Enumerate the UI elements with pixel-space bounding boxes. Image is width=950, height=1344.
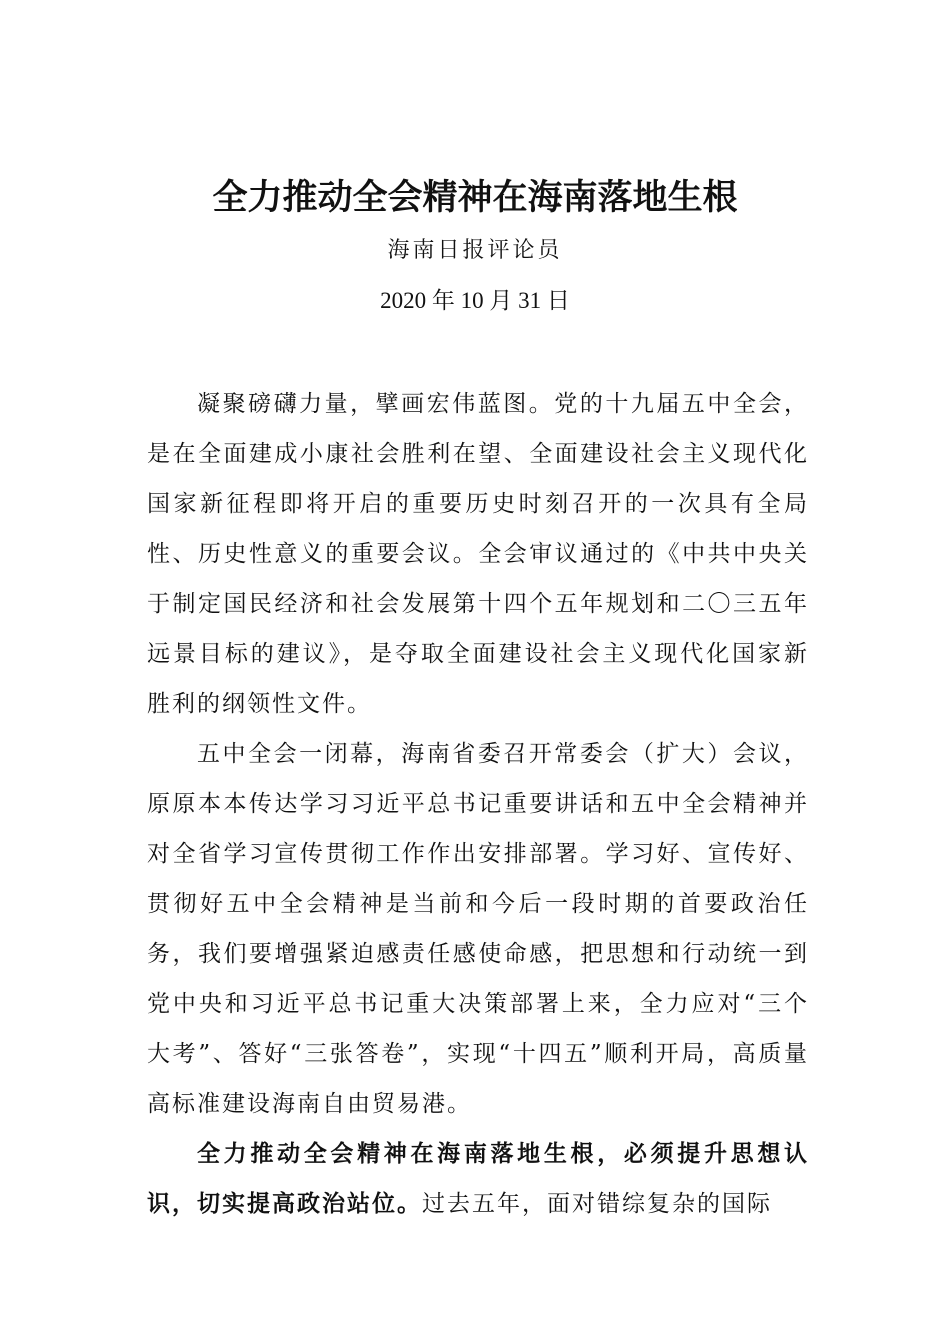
paragraph-2: 五中全会一闭幕，海南省委召开常委会（扩大）会议，原原本本传达学习习近平总书记重要讲话和五中全会精神并对全省学习宣传贯彻工作作出安排部署。学习好、宣传好、贯彻好五中全会精神是当前和今后一段时期的首要政治任务，我们要增强紧迫感责任感使命感，把思想和行动统一到党中央和习近平总书记重大决策部署上来，全力应对“三个大考”、答好“三张答卷”，实现“十四五”顺利开局，高质量高标准建设海南自由贸易港。 bbox=[147, 741, 809, 1117]
paragraph-3-bold-lead: 全力推动全会精神在海南落地生根，必须提升思想认识，切实提高政治站位。 bbox=[147, 1141, 809, 1217]
paragraph-3-text: 过去五年，面对错综复杂的国际 bbox=[422, 1191, 772, 1217]
paragraph-1: 凝聚磅礴力量，擘画宏伟蓝图。党的十九届五中全会，是在全面建成小康社会胜利在望、全面建设社会主义现代化国家新征程即将开启的重要历史时刻召开的一次具有全局性、历史性意义的重要会议。全会审议通过的《中共中央关于制定国民经济和社会发展第十四个五年规划和二〇三五年远景目标的建议》，是夺取全面建设社会主义现代化国家新胜利的纲领性文件。 bbox=[147, 391, 809, 717]
article-author: 海南日报评论员 bbox=[387, 238, 563, 263]
paragraph-3 bbox=[147, 1129, 809, 1229]
article-title: 全力推动全会精神在海南落地生根 bbox=[212, 178, 738, 218]
article-date: 2020 年 10 月 31 日 bbox=[380, 288, 570, 313]
article-body bbox=[147, 379, 809, 1229]
